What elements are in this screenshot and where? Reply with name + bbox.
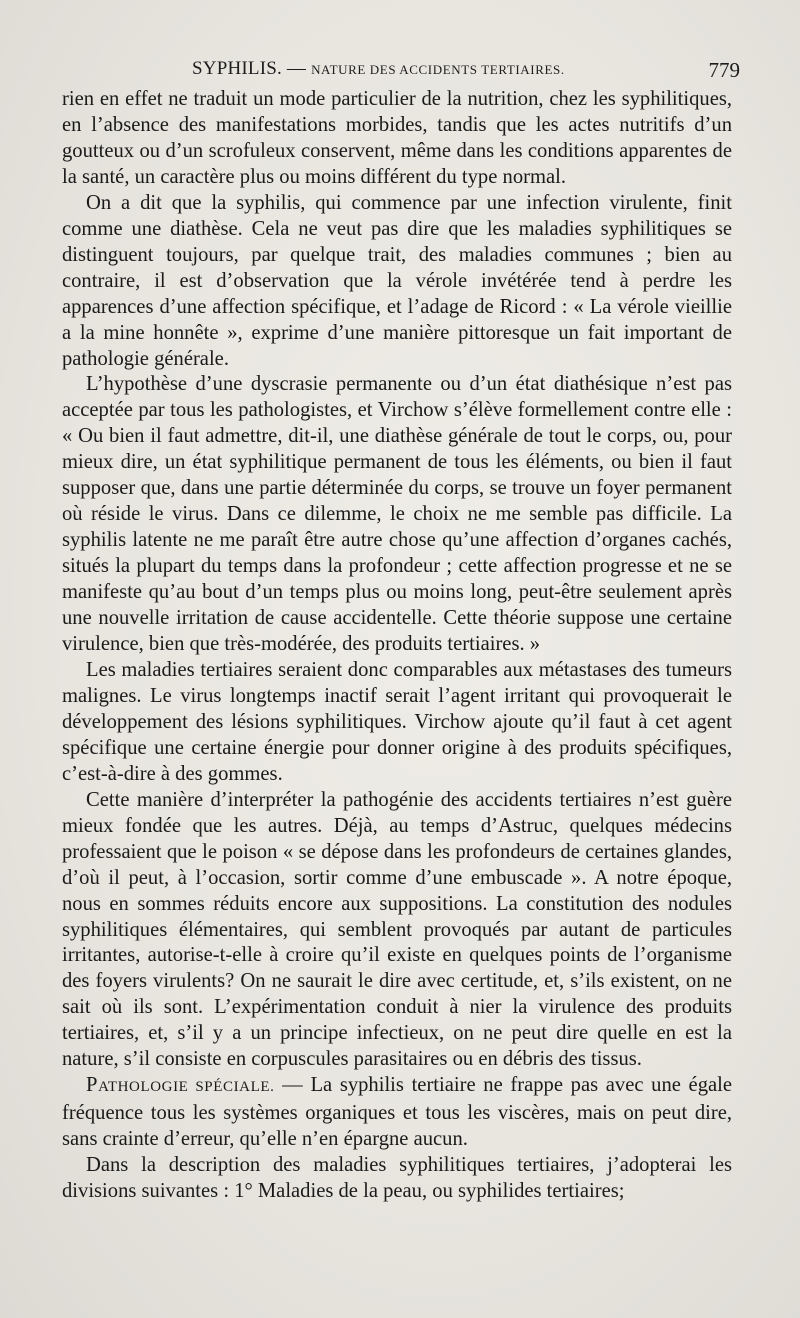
running-title — [192, 58, 565, 80]
section-heading: PATHOLOGIE SPÉCIALE. — [86, 1074, 275, 1097]
running-header — [62, 52, 742, 86]
running-title-sub: NATURE DES ACCIDENTS TERTIAIRES. — [311, 62, 565, 77]
paragraph-2: On a dit que la syphilis, qui commence par une infection virulente, finit comme une diathèse. Cela ne veut pas dire que les maladies syphilitiques se distinguent toujours, par quelque trait, des maladies communes ; bien au contraire, il est d’observation que la vérole invétérée tend à perdre les apparences d’une affection spécifique, et l’adage de Ricord : « La vérole vieillie a la mine honnête », exprime d’une manière pittoresque un fait important de pathologie générale. — [62, 191, 732, 370]
paragraph-6-text: La syphilis tertiaire ne frappe pas avec une égale fréquence tous les systèmes organiques et tous les viscères, mais on peut dire, sans crainte d’erreur, qu’elle n’en épargne aucun. — [62, 1074, 732, 1151]
page-number: 779 — [708, 58, 740, 82]
paragraph-3: L’hypothèse d’une dyscrasie permanente ou d’un état diathésique n’est pas acceptée par tous les pathologistes, et Virchow s’élève formellement contre elle : « Ou bien il faut admettre, dit-il, une diathèse générale de tout le corps, ou, pour mieux dire, un état syphilitique permanent de tous les éléments, ou bien il faut supposer que, dans une partie déterminée du corps, se trouve un foyer permanent où réside le virus. Dans ce dilemme, le choix ne me semble pas difficile. La syphilis latente ne me paraît être autre chose qu’une affection d’organes cachés, situés la plupart du temps dans la profondeur ; cette affection progresse et ne se manifeste qu’au bout d’un temps plus ou moins long, peut-être seulement après une nouvelle irritation de cause accidentelle. Cette théorie suppose une certaine virulence, bien que très-modérée, des produits tertiaires. » — [62, 373, 732, 656]
paragraph-5: Cette manière d’interpréter la pathogénie des accidents tertiaires n’est guère mieux fondée que les autres. Déjà, au temps d’Astruc, quelques médecins professaient que le poison « se dépose dans les profondeurs de certaines glandes, d’où il peut, à l’occasion, sortir comme d’une embuscade ». A notre époque, nous en sommes réduits encore aux suppositions. La constitution des nodules syphilitiques élémentaires, qui semblent provoqués par autant de particules irritantes, autorise-t-elle à croire qu’il existe en quelques points de l’organisme des foyers virulents? On ne saurait le dire avec certitude, et, s’ils existent, on ne sait où ils sont. L’expérimentation conduit à nier la virulence des produits tertiaires, et, s’il y a un principe infectieux, on ne peut dire quelle en est la nature, s’il consiste en corpuscules parasitaires ou en débris des tissus. — [62, 788, 732, 1071]
paragraph-7: Dans la description des maladies syphilitiques tertiaires, j’adopterai les divisions suivantes : 1° Maladies de la peau, ou syphilides tertiaires; — [62, 1154, 732, 1203]
paragraph-4: Les maladies tertiaires seraient donc comparables aux métastases des tumeurs malignes. Le virus longtemps inactif serait l’agent irritant qui provoquerait le développement des lésions syphilitiques. Virchow ajoute qu’il faut à cet agent spécifique une certaine énergie pour donner origine à des produits spécifiques, c’est-à-dire à des gommes. — [62, 658, 732, 785]
paragraph-1: rien en effet ne traduit un mode particulier de la nutrition, chez les syphilitiques, en l’absence des manifestations morbides, tandis que les actes nutritifs d’un goutteux ou d’un scrofuleux conservent, même dans les conditions apparentes de la santé, un caractère plus ou moins différent du type normal. — [62, 88, 732, 188]
body-text — [62, 87, 732, 1205]
running-title-main: SYPHILIS. — — [192, 58, 307, 79]
paragraph-6: PATHOLOGIE SPÉCIALE. — La syphilis tertiaire ne frappe pas avec une égale fréquence tous les systèmes organiques et tous les viscères, mais on peut dire, sans crainte d’erreur, qu’elle n’en épargne aucun. — [62, 1074, 732, 1151]
